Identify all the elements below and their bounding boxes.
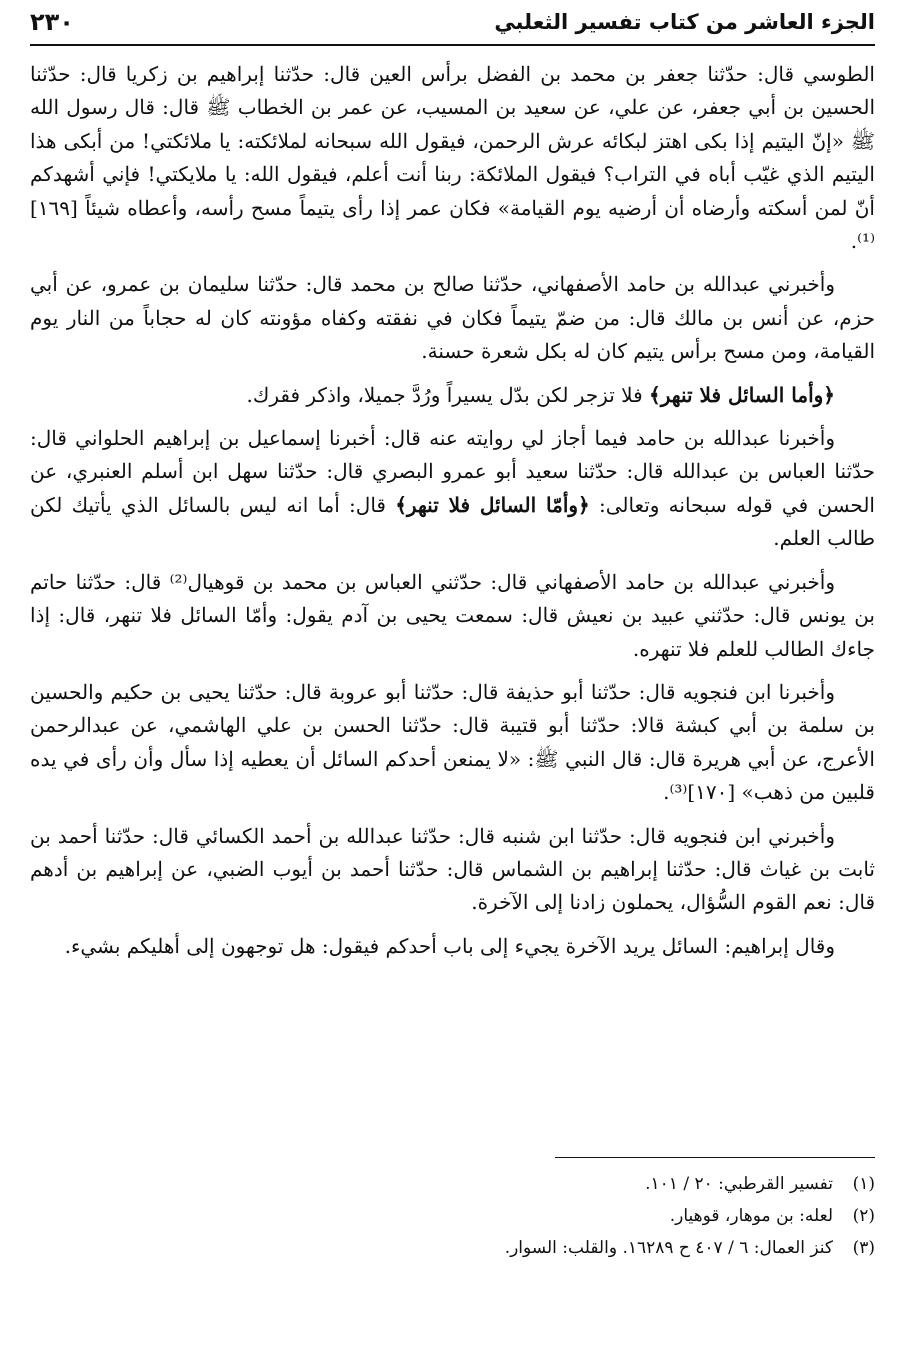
- paragraph: [30, 268, 875, 368]
- paragraph-text: وقال إبراهيم: السائل يريد الآخرة يجيء إلى باب أحدكم فيقول: هل توجهون إلى أهليكم بشيء.: [64, 933, 835, 958]
- paragraph-text: وأخبرني عبدالله بن حامد الأصفهاني، حدّثنا صالح بن محمد قال: حدّثنا سليمان بن عمرو، عن أبي حزم، عن أنس بن مالك قال: من ضمّ يتيماً فكان في نفقته وكفاه مؤونته كان له حجاباً من النار يوم القيامة، ومن مسح برأس يتيم كان له بكل شعرة حسنة.: [30, 272, 875, 364]
- paragraph: [30, 820, 875, 920]
- paragraph-text: وأخبرني عبدالله بن حامد الأصفهاني قال: حدّثني العباس بن محمد بن قوهيال⁽²⁾ قال: حدّثنا حاتم بن يونس قال: حدّثني عبيد بن نعيش قال: سمعت يحيى بن آدم يقول: وأمّا السائل فلا تنهر، قال: إذا جاءك الطالب للعلم فلا تنهره.: [30, 569, 875, 661]
- footnote-number: (١): [852, 1174, 875, 1194]
- paragraph: [30, 422, 875, 556]
- paragraph-text: الطوسي قال: حدّثنا جعفر بن محمد بن الفضل برأس العين قال: حدّثنا إبراهيم بن زكريا قال: حدّثنا الحسين بن أبي جعفر، عن علي، عن سعيد بن المسيب، عن عمر بن الخطاب ﷺ قال: قال رسول الله ﷺ «إنّ اليتيم إذا بكى اهتز لبكائه عرش الرحمن، فيقول الله سبحانه لملائكته: يا ملائكتي! من أبكى هذا اليتيم الذي غيّب أباه في التراب؟ فيقول الملائكة: ربنا أنت أعلم، فيقول الله: يا ملايكتي! فإني أشهدكم أنّ لمن أسكته وأرضاه أن أرضيه يوم القيامة» فكان عمر إذا رأى يتيماً مسح رأسه، وأعطاه شيئاً [١٦٩]⁽¹⁾.: [30, 62, 875, 254]
- footnote-text: كنز العمال: ٦ / ٤٠٧ ح ١٦٢٨٩. والقلب: السوار.: [504, 1238, 833, 1258]
- footnote: [30, 1232, 875, 1264]
- paragraph-text: قال: أما انه ليس بالسائل الذي يأتيك لكن طالب العلم.: [30, 492, 875, 551]
- main-text: [30, 58, 875, 973]
- quran-verse: ﴿وأما السائل فلا تنهر﴾: [649, 382, 835, 407]
- footnote: [30, 1200, 875, 1232]
- footnote-text: تفسير القرطبي: ٢٠ / ١٠١.: [645, 1174, 833, 1194]
- footnotes: [30, 1168, 875, 1264]
- paragraph: [30, 58, 875, 258]
- footnote-number: (٣): [852, 1238, 875, 1258]
- footnote: [30, 1168, 875, 1200]
- paragraph: [30, 930, 875, 963]
- paragraph-text: وأخبرني ابن فنجويه قال: حدّثنا ابن شنبه قال: حدّثنا عبدالله بن أحمد الكسائي قال: حدّثنا أحمد بن ثابت بن غياث قال: حدّثنا إبراهيم بن الشماس قال: حدّثنا أحمد بن أيوب الضبي، عن إبراهيم بن أدهم قال: نعم القوم السُّؤال، يحملون زادنا إلى الآخرة.: [30, 823, 875, 915]
- quran-verse: ﴿وأمّا السائل فلا تنهر﴾: [395, 492, 590, 517]
- running-title: الجزء العاشر من كتاب تفسير الثعلبي: [494, 10, 875, 34]
- page-number: ٢٣٠: [30, 8, 74, 36]
- paragraph: [30, 379, 875, 412]
- footnote-number: (٢): [852, 1206, 875, 1226]
- paragraph-text: وأخبرنا عبدالله بن حامد فيما أجاز لي روايته عنه قال: أخبرنا إسماعيل بن إبراهيم الحلواني قال: حدّثنا العباس بن عبدالله قال: حدّثنا سعيد أبو عمرو البصري قال: حدّثنا سهل ابن أسلم العنبري، عن الحسن في قوله سبحانه وتعالى:: [30, 426, 875, 517]
- paragraph: [30, 676, 875, 810]
- header-divider: [30, 44, 875, 46]
- paragraph-text: فلا تزجر لكن بدّل يسيراً ورُدَّ جميلا، واذكر فقرك.: [246, 382, 649, 407]
- paragraph-text: وأخبرنا ابن فنجويه قال: حدّثنا أبو حذيفة قال: حدّثنا أبو عروبة قال: حدّثنا يحيى بن حكيم والحسين بن سلمة بن أبي كبشة قالا: حدّثنا أبو قتيبة قال: حدّثنا الحسن بن علي الهاشمي، عن عبدالرحمن الأعرج، عن أبي هريرة قال: قال النبي ﷺ: «لا يمنعن أحدكم السائل أن يعطيه إذا سأل وأن رأى في يده قلبين من ذهب» [١٧٠]⁽³⁾.: [30, 679, 875, 805]
- paragraph: [30, 566, 875, 666]
- footnote-divider: [555, 1157, 875, 1158]
- footnote-text: لعله: بن موهار، قوهيار.: [669, 1206, 833, 1226]
- page-header: [30, 8, 875, 40]
